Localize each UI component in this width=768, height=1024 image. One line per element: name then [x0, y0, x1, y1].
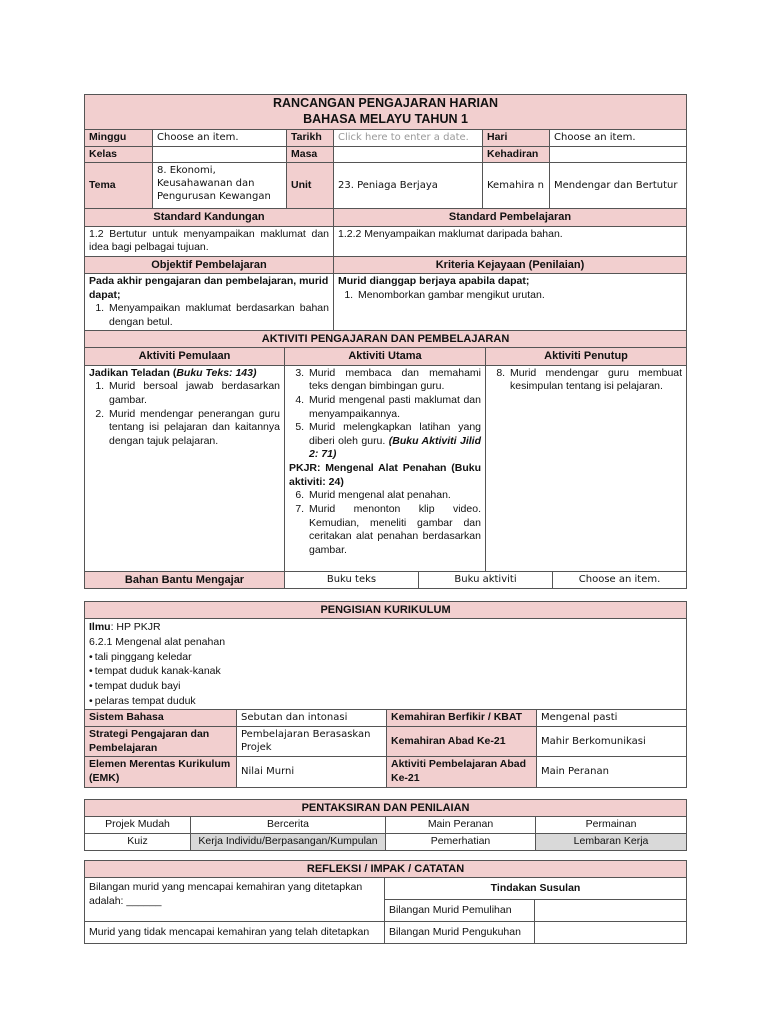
refleksi-table	[84, 860, 687, 944]
utama-item: 4. Murid mengenal pasti maklumat dan menyampaikannya.	[307, 394, 481, 421]
tindakan-susulan-label: Tindakan Susulan	[385, 878, 687, 900]
utama-item	[307, 421, 481, 462]
objektif-label: Objektif Pembelajaran	[85, 256, 334, 273]
standard-pembelajaran-label: Standard Pembelajaran	[334, 209, 687, 226]
ilmu-line	[89, 620, 682, 635]
tarikh-label: Tarikh	[287, 130, 334, 147]
rph-title-line1: RANCANGAN PENGAJARAN HARIAN	[273, 96, 499, 111]
pentaksiran-option[interactable]: Main Peranan	[386, 817, 536, 834]
kurikulum-table	[84, 601, 687, 788]
pemulaan-item: 1. Murid bersoal jawab berdasarkan gambar.	[107, 380, 280, 407]
pentaksiran-option[interactable]: Kuiz	[85, 833, 191, 850]
aktiviti-utama-label: Aktiviti Utama	[285, 348, 486, 365]
pentaksiran-option[interactable]: Pemerhatian	[386, 833, 536, 850]
minggu-label: Minggu	[85, 130, 153, 147]
ilmu-bullet: • pelaras tempat duduk	[89, 694, 682, 709]
ilmu-bullet: • tempat duduk bayi	[89, 679, 682, 694]
kriteria-intro: Murid dianggap berjaya apabila dapat;	[338, 275, 530, 288]
tema-label: Tema	[85, 163, 153, 209]
emk-label: Elemen Merentas Kurikulum (EMK)	[85, 757, 237, 787]
aktiviti-table	[84, 330, 687, 589]
utama-book-ref: (Buku Aktiviti Jilid 2: 71)	[309, 434, 481, 461]
aktiviti-penutup-label: Aktiviti Penutup	[486, 348, 687, 365]
aktiviti-abad-value[interactable]: Main Peranan	[537, 757, 687, 787]
kriteria-content	[334, 274, 687, 332]
aktiviti-penutup-content	[486, 365, 687, 571]
objektif-intro: Pada akhir pengajaran dan pembelajaran, murid dapat;	[89, 275, 329, 301]
standard-kandungan-label: Standard Kandungan	[85, 209, 334, 226]
tarikh-date-picker[interactable]: Click here to enter a date.	[334, 130, 483, 147]
aktiviti-abad-label: Aktiviti Pembelajaran Abad Ke-21	[387, 757, 537, 787]
bbm-dropdown-2[interactable]: Buku aktiviti	[419, 571, 553, 588]
bbm-label: Bahan Bantu Mengajar	[85, 571, 285, 588]
bbm-dropdown-1[interactable]: Buku teks	[285, 571, 419, 588]
hari-label: Hari	[483, 130, 550, 147]
aktiviti-pemulaan-label: Aktiviti Pemulaan	[85, 348, 285, 365]
teladan-book: Buku Teks: 143)	[176, 366, 257, 379]
pengukuhan-field[interactable]	[535, 922, 687, 944]
refleksi-tidak-mencapai[interactable]: Murid yang tidak mencapai kemahiran yang telah ditetapkan	[85, 922, 385, 944]
sistem-bahasa-label: Sistem Bahasa	[85, 710, 237, 727]
masa-field[interactable]	[334, 146, 483, 163]
refleksi-mencapai[interactable]: Bilangan murid yang mencapai kemahiran yang ditetapkan adalah: ______	[85, 878, 385, 922]
ilmu-content	[85, 619, 687, 710]
pengukuhan-label: Bilangan Murid Pengukuhan	[385, 922, 535, 944]
kriteria-label: Kriteria Kejayaan (Penilaian)	[334, 256, 687, 273]
hari-dropdown[interactable]: Choose an item.	[550, 130, 687, 147]
refleksi-header: REFLEKSI / IMPAK / CATATAN	[85, 861, 687, 878]
objektif-item: 1. Menyampaikan maklumat berdasarkan bahan dengan betul.	[107, 302, 329, 329]
standard-pembelajaran-value: 1.2.2 Menyampaikan maklumat daripada bahan.	[334, 226, 687, 256]
strategi-value[interactable]: Pembelajaran Berasaskan Projek	[237, 727, 387, 757]
strategi-label: Strategi Pengajaran dan Pembelajaran	[85, 727, 237, 757]
utama-item: 3. Murid membaca dan memahami teks dengan bimbingan guru.	[307, 367, 481, 394]
masa-label: Masa	[287, 146, 334, 163]
pentaksiran-option[interactable]: Bercerita	[191, 817, 386, 834]
kehadiran-field[interactable]	[550, 146, 687, 163]
pemulihan-label: Bilangan Murid Pemulihan	[385, 900, 535, 922]
ilmu-sub: 6.2.1 Mengenal alat penahan	[89, 635, 226, 648]
pentaksiran-option[interactable]: Projek Mudah	[85, 817, 191, 834]
kbat-label: Kemahiran Berfikir / KBAT	[387, 710, 537, 727]
pentaksiran-table	[84, 799, 687, 851]
pemulaan-item: 2. Murid mendengar penerangan guru tentang isi pelajaran dan kaitannya dengan tajuk pelajaran.	[107, 408, 280, 449]
kelas-field[interactable]	[153, 146, 287, 163]
tema-value: 8. Ekonomi, Keusahawanan dan Pengurusan Kewangan	[153, 163, 287, 209]
abad-label: Kemahiran Abad Ke-21	[387, 727, 537, 757]
ilmu-value: : HP PKJR	[110, 621, 161, 634]
penutup-item: 8. Murid mendengar guru membuat kesimpulan tentang isi pelajaran.	[508, 367, 682, 394]
ilmu-bullet: • tali pinggang keledar	[89, 650, 682, 665]
kehadiran-label: Kehadiran	[483, 146, 550, 163]
ilmu-bullet: • tempat duduk kanak-kanak	[89, 664, 682, 679]
abad-value[interactable]: Mahir Berkomunikasi	[537, 727, 687, 757]
kurikulum-header: PENGISIAN KURIKULUM	[85, 602, 687, 619]
kelas-label: Kelas	[85, 146, 153, 163]
kemahiran-label: Kemahira n	[483, 163, 550, 209]
minggu-dropdown[interactable]: Choose an item.	[153, 130, 287, 147]
pkjr-heading: PKJR: Mengenal Alat Penahan (Buku aktiviti: 24)	[289, 462, 481, 488]
pentaksiran-header: PENTAKSIRAN DAN PENILAIAN	[85, 800, 687, 817]
pentaksiran-option-selected[interactable]: Lembaran Kerja	[536, 833, 687, 850]
unit-label: Unit	[287, 163, 334, 209]
rph-title-line2: BAHASA MELAYU TAHUN 1	[303, 112, 468, 126]
ilmu-label: Ilmu	[89, 621, 111, 634]
teladan-prefix: Jadikan Teladan (	[89, 366, 177, 379]
aktiviti-pemulaan-content	[85, 365, 285, 571]
pemulihan-field[interactable]	[535, 900, 687, 922]
sistem-bahasa-value[interactable]: Sebutan dan intonasi	[237, 710, 387, 727]
pkjr-item: 6. Murid mengenal alat penahan.	[307, 489, 481, 503]
objektif-content	[85, 274, 334, 332]
kriteria-item: 1. Menomborkan gambar mengikut urutan.	[356, 289, 682, 303]
standard-kandungan-value: 1.2 Bertutur untuk menyampaikan maklumat dan idea bagi pelbagai tujuan.	[85, 226, 334, 256]
utama-item-text: Murid melengkapkan latihan yang diberi oleh guru.	[309, 421, 481, 447]
pentaksiran-option-selected[interactable]: Kerja Individu/Berpasangan/Kumpulan	[191, 833, 386, 850]
emk-value[interactable]: Nilai Murni	[237, 757, 387, 787]
pentaksiran-option[interactable]: Permainan	[536, 817, 687, 834]
rph-header-table	[84, 94, 687, 332]
pkjr-item: 7. Murid menonton klip video. Kemudian, meneliti gambar dan ceritakan alat penahan berdasarkan gambar.	[307, 503, 481, 558]
rph-title	[85, 95, 687, 130]
jadikan-teladan-heading	[89, 367, 280, 381]
unit-value: 23. Peniaga Berjaya	[334, 163, 483, 209]
kbat-value[interactable]: Mengenal pasti	[537, 710, 687, 727]
aktiviti-utama-content	[285, 365, 486, 571]
aktiviti-header: AKTIVITI PENGAJARAN DAN PEMBELAJARAN	[85, 331, 687, 348]
kemahiran-value: Mendengar dan Bertutur	[550, 163, 687, 209]
bbm-dropdown-3[interactable]: Choose an item.	[553, 571, 687, 588]
